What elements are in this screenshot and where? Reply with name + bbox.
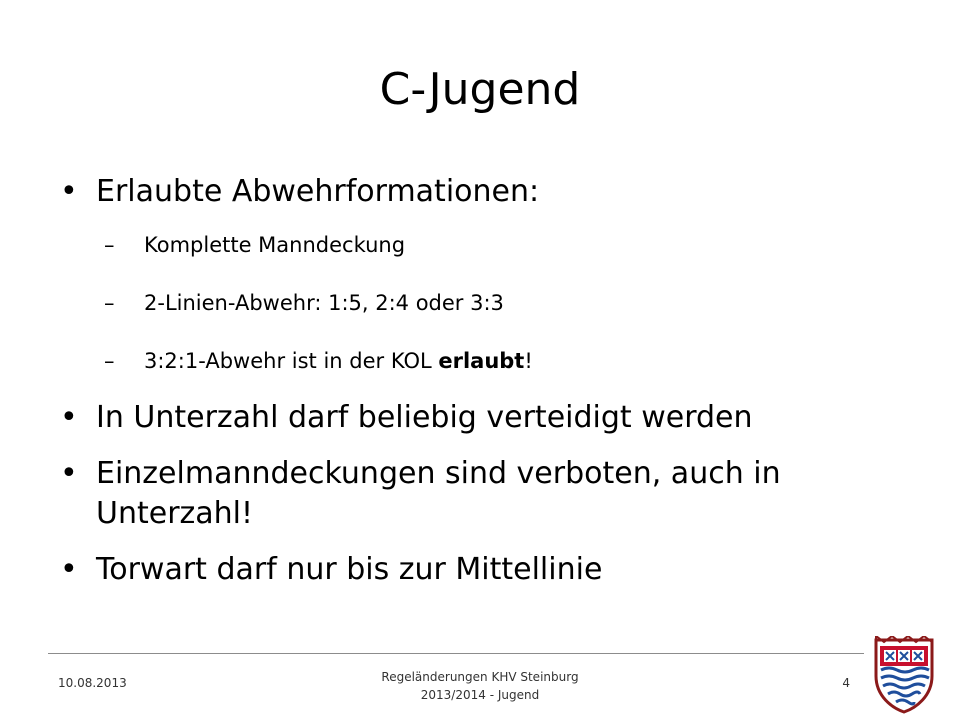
bullet-item: [60, 172, 920, 212]
bullet-icon: •: [60, 456, 78, 491]
sub-bullet-text: 2-Linien-Abwehr: 1:5, 2:4 oder 3:3: [144, 291, 504, 315]
coat-of-arms-icon: [872, 636, 936, 714]
slide-content: [60, 172, 920, 590]
dash-icon: –: [104, 291, 115, 315]
bullet-icon: •: [60, 400, 78, 435]
bullet-text: Einzelmanndeckungen sind verboten, auch in Unterzahl!: [96, 456, 781, 531]
page-number: 4: [842, 676, 850, 690]
footer-title-line1: Regeländerungen KHV Steinburg: [381, 670, 579, 684]
sub-bullet-item: [60, 346, 920, 376]
dash-icon: –: [104, 349, 115, 373]
bullet-icon: •: [60, 174, 78, 209]
sub-bullet-text: Komplette Manndeckung: [144, 233, 406, 257]
footer-divider: [48, 653, 864, 654]
footer-title: [340, 668, 620, 704]
bullet-item: [60, 398, 920, 438]
bullet-item: [60, 550, 920, 590]
dash-icon: –: [104, 233, 115, 257]
sub-bullet-item: [60, 230, 920, 260]
bullet-text: In Unterzahl darf beliebig verteidigt werden: [96, 400, 753, 435]
sub-bullet-item: [60, 288, 920, 318]
bullet-text: Torwart darf nur bis zur Mittellinie: [96, 552, 603, 587]
sub-bullet-text-bold: erlaubt: [438, 349, 525, 373]
sub-bullet-text-before: 3:2:1-Abwehr ist in der KOL: [144, 349, 439, 373]
bullet-item: [60, 454, 920, 534]
bullet-icon: •: [60, 552, 78, 587]
bullet-text: Erlaubte Abwehrformationen:: [96, 174, 540, 209]
slide-title: C-Jugend: [379, 64, 581, 115]
sub-bullet-text-after: !: [524, 349, 533, 373]
footer-date: 10.08.2013: [58, 676, 127, 690]
footer-title-line2: 2013/2014 - Jugend: [420, 688, 540, 702]
